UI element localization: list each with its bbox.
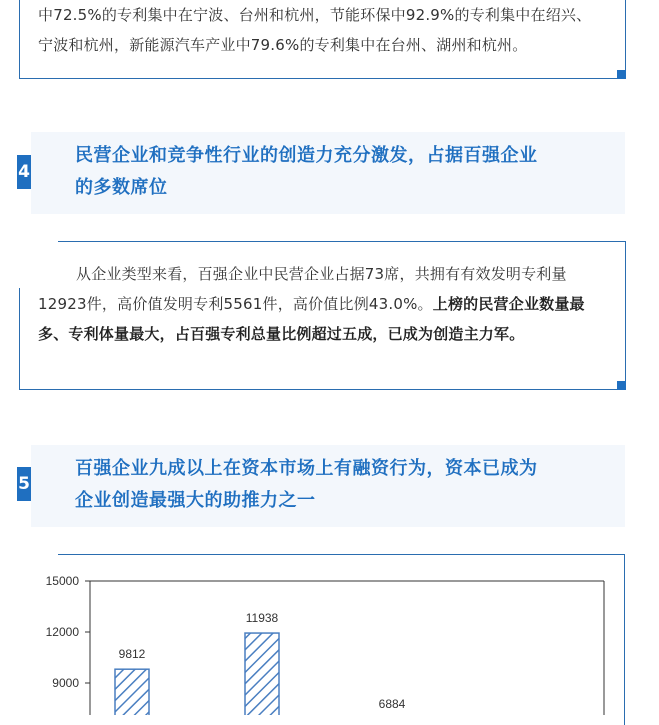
section4-line-1-text: 从企业类型来看，百强企业中民营企业占据73席，共拥有有效发明专利量 <box>76 265 567 283</box>
section3-line-1: 中72.5%的专利集中在宁波、台州和杭州，节能环保中92.9%的专利集中在绍兴、 <box>38 6 592 24</box>
section5-title-line-1: 百强企业九成以上在资本市场上有融资行为，资本已成为 <box>75 458 538 479</box>
section4-line-3-bold: 多、专利体量最大，占百强专利总量比例超过五成，已成为创造主力军。 <box>38 325 525 343</box>
bar-value-label: 11938 <box>245 611 279 626</box>
section5-number-badge: 5 <box>17 467 31 501</box>
section4-title-line-1: 民营企业和竞争性行业的创造力充分激发，占据百强企业 <box>75 145 538 166</box>
bar-value-label: 6884 <box>378 696 406 711</box>
bar <box>115 669 149 715</box>
section4-line-2-bold: 上榜的民营企业数量最 <box>432 295 585 313</box>
section4-title-line-2: 的多数席位 <box>75 177 168 198</box>
bar <box>245 633 279 715</box>
y-tick-label: 15000 <box>45 574 79 588</box>
section3-line-2: 宁波和杭州，新能源汽车产业中79.6%的专利集中在台州、湖州和杭州。 <box>38 36 528 54</box>
y-tick-label: 12000 <box>45 625 79 639</box>
section4-number-badge: 4 <box>17 155 31 189</box>
bar-value-label: 9812 <box>118 647 146 662</box>
section5-title-line-2: 企业创造最强大的助推力之一 <box>75 490 316 511</box>
section4-line-2-plain: 12923件，高价值发明专利5561件，高价值比例43.0%。 <box>38 295 433 313</box>
y-tick-label: 9000 <box>52 676 79 690</box>
